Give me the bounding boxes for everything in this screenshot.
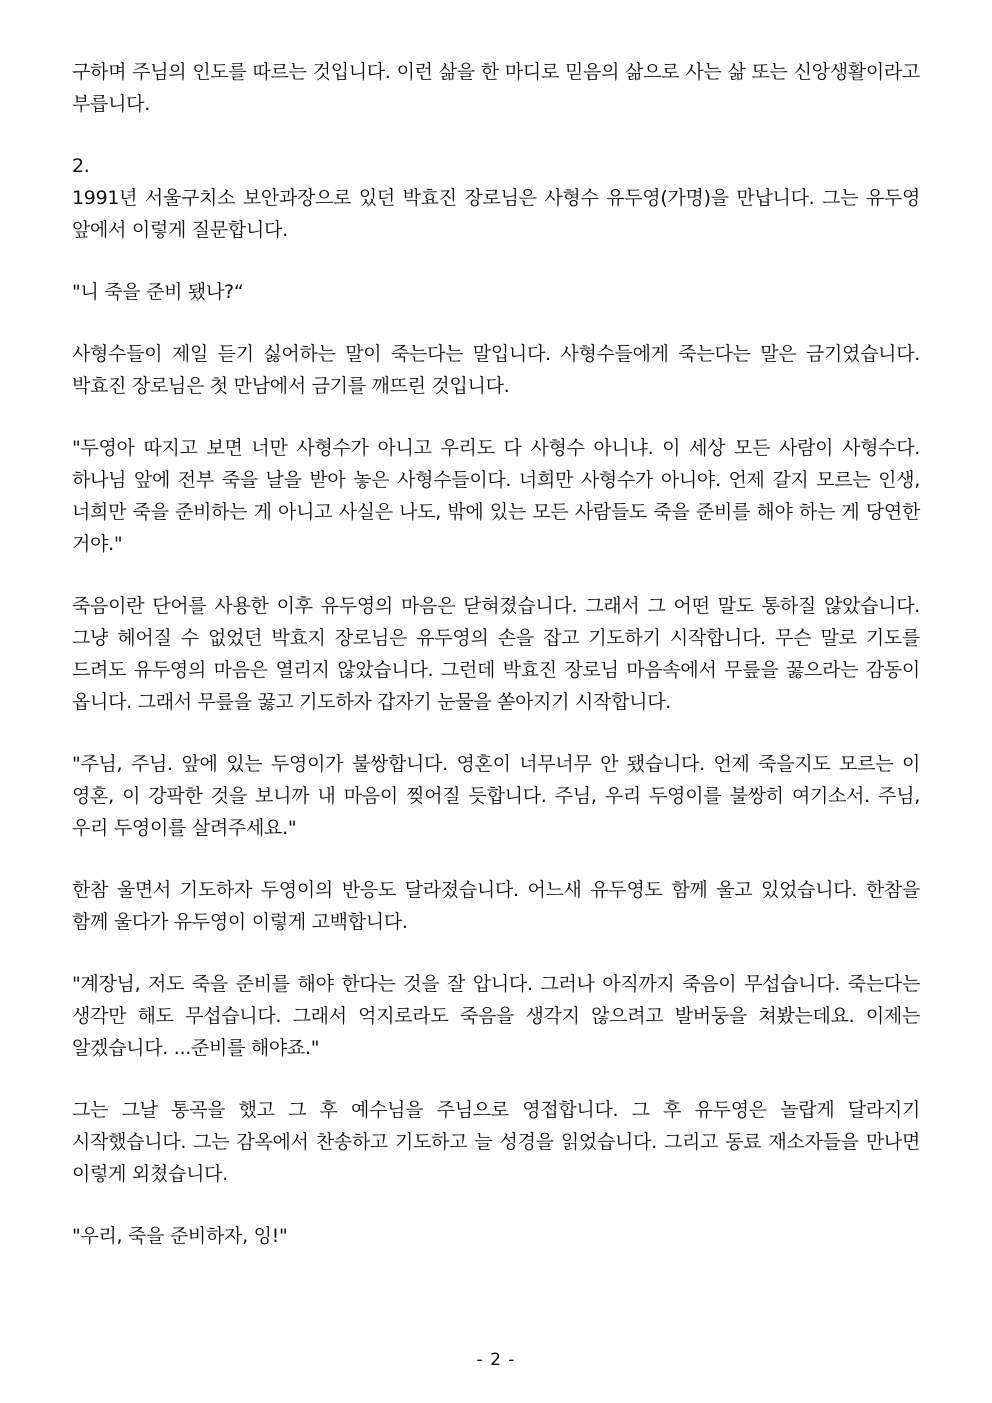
paragraph-weeping: 한참 울면서 기도하자 두영이의 반응도 달라졌습니다. 어느새 유두영도 함께 울고 있었습니다. 한참을 함께 울다가 유두영이 이렇게 고백합니다. [72, 879, 920, 933]
quote-question: "니 죽을 준비 됐나?“ [72, 281, 244, 303]
section-number: 2. [72, 155, 90, 177]
quote-prayer: "주님, 주님. 앞에 있는 두영이가 불쌍합니다. 영혼이 너무너무 안 됐습니다. 언제 죽을지도 모르는 이 영혼, 이 강팍한 것을 보니까 내 마음이 찢어질 듯합니다. 주님, 우리 두영이를 불쌍히 여기소서. 주님, 우리 두영이를 살려주세요." [72, 753, 920, 839]
paragraph-taboo: 사형수들이 제일 듣기 싫어하는 말이 죽는다는 말입니다. 사형수들에게 죽는다는 말은 금기였습니다. 박효진 장로님은 첫 만남에서 금기를 깨뜨린 것입니다. [72, 343, 920, 397]
quote-lets-prepare: "우리, 죽을 준비하자, 잉!" [72, 1225, 288, 1247]
paragraph-conversion: 그는 그날 통곡을 했고 그 후 예수님을 주님으로 영접합니다. 그 후 유두영은 놀랍게 달라지기 시작했습니다. 그는 감옥에서 찬송하고 기도하고 늘 성경을 읽었습니다. 그리고 동료 재소자들을 만나면 이렇게 외쳤습니다. [72, 1099, 920, 1185]
quote-confession: "계장님, 저도 죽을 준비를 해야 한다는 것을 잘 압니다. 그러나 아직까지 죽음이 무섭습니다. 죽는다는 생각만 해도 무섭습니다. 그래서 억지로라도 죽음을 생각지 않으려고 발버둥을 쳐봤는데요. 이제는 알겠습니다. ...준비를 해야죠." [72, 973, 920, 1059]
paragraph-intro-continuation: 구하며 주님의 인도를 따르는 것입니다. 이런 삶을 한 마디로 믿음의 삶으로 사는 삶 또는 신앙생활이라고 부릅니다. [72, 61, 920, 115]
quote-everyone-condemned: "두영아 따지고 보면 너만 사형수가 아니고 우리도 다 사형수 아니냐. 이 세상 모든 사람이 사형수다. 하나님 앞에 전부 죽을 날을 받아 놓은 사형수들이다. 너희만 사형수가 아니야. 언제 갈지 모르는 인생, 너희만 죽을 준비하는 게 아니고 사실은 나도, 밖에 있는 모든 사람들도 죽을 준비를 해야 하는 게 당연한 거야." [72, 437, 920, 555]
page-number: - 2 - [476, 1350, 516, 1370]
document-page [72, 56, 920, 1282]
paragraph-meeting: 1991년 서울구치소 보안과장으로 있던 박효진 장로님은 사형수 유두영(가명)을 만납니다. 그는 유두영 앞에서 이렇게 질문합니다. [72, 187, 920, 241]
paragraph-prayer: 죽음이란 단어를 사용한 이후 유두영의 마음은 닫혀졌습니다. 그래서 그 어떤 말도 통하질 않았습니다. 그냥 헤어질 수 없었던 박효지 장로님은 유두영의 손을 잡고 기도하기 시작합니다. 무슨 말로 기도를 드려도 유두영의 마음은 열리지 않았습니다. 그런데 박효진 장로님 마음속에서 무릎을 꿇으라는 감동이 옵니다. 그래서 무릎을 꿇고 기도하자 갑자기 눈물을 쏟아지기 시작합니다. [72, 595, 920, 713]
